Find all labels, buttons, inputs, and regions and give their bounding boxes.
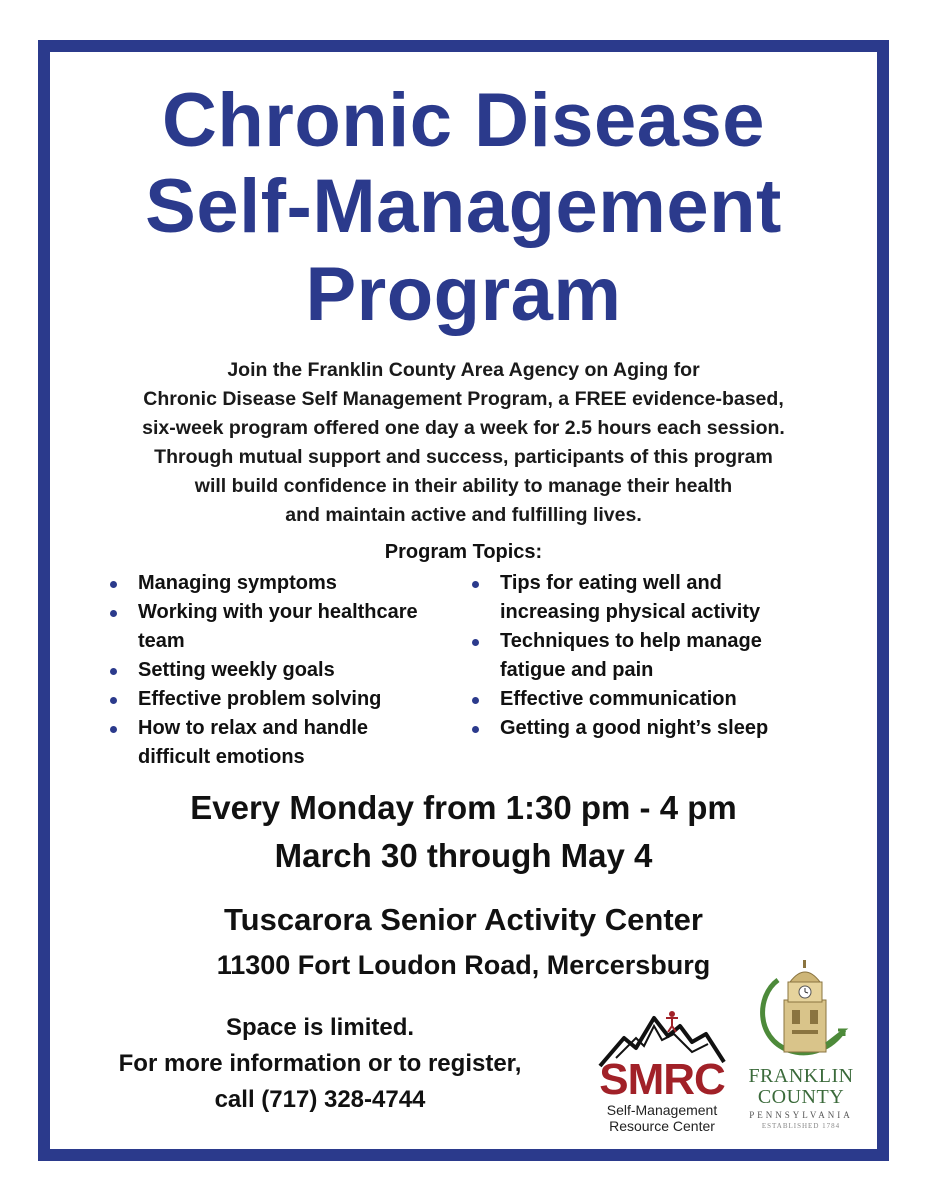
topic-item: Techniques to help manage fatigue and pain bbox=[472, 627, 812, 685]
contact-line-2: For more information or to register, bbox=[118, 1050, 522, 1077]
intro-line: Through mutual support and success, participants of this program bbox=[154, 446, 773, 468]
title-line-3: Program bbox=[305, 252, 622, 337]
bullet-icon bbox=[110, 697, 117, 704]
free-emphasis: FREE bbox=[574, 388, 627, 410]
schedule-dates: March 30 through May 4 bbox=[274, 837, 653, 874]
bullet-icon bbox=[110, 668, 117, 675]
topic-item: Managing symptoms bbox=[110, 569, 455, 598]
bullet-icon bbox=[472, 726, 479, 733]
bullet-icon bbox=[110, 581, 117, 588]
county-name-1: FRANKLIN bbox=[748, 1065, 854, 1087]
topic-item: Working with your healthcare team bbox=[110, 598, 455, 656]
intro-paragraph bbox=[0, 356, 927, 530]
topic-item: Effective communication bbox=[472, 685, 812, 714]
bullet-icon bbox=[472, 697, 479, 704]
county-logo-text bbox=[736, 1066, 866, 1130]
smrc-logo-text bbox=[596, 1055, 728, 1134]
topic-item: How to relax and handle difficult emotions bbox=[110, 714, 418, 772]
smrc-abbr: SMRC bbox=[599, 1055, 725, 1104]
topic-item: Getting a good night’s sleep bbox=[472, 714, 812, 743]
contact-line-1: Space is limited. bbox=[225, 1014, 415, 1041]
topic-item: Tips for eating well and increasing physical activity bbox=[472, 569, 768, 627]
bullet-icon bbox=[110, 726, 117, 733]
bullet-icon bbox=[110, 610, 117, 617]
bullet-icon bbox=[472, 639, 479, 646]
intro-line: Chronic Disease Self Management Program, a FREE evidence-based, bbox=[143, 388, 784, 410]
county-name-2: COUNTY bbox=[757, 1086, 845, 1108]
smrc-line-2: Resource Center bbox=[609, 1118, 715, 1134]
location-name: Tuscarora Senior Activity Center bbox=[224, 902, 703, 937]
schedule-days: Every Monday from 1:30 pm - 4 pm bbox=[190, 789, 737, 826]
bullet-icon bbox=[472, 581, 479, 588]
topic-item: Effective problem solving bbox=[110, 685, 455, 714]
intro-line: will build confidence in their ability to manage their health bbox=[194, 475, 733, 497]
intro-line: and maintain active and fulfilling lives. bbox=[285, 504, 642, 526]
location-address: 11300 Fort Loudon Road, Mercersburg bbox=[216, 950, 711, 980]
intro-line: Join the Franklin County Area Agency on Aging for bbox=[227, 359, 700, 381]
county-established: ESTABLISHED 1784 bbox=[761, 1122, 841, 1130]
topics-list-left bbox=[110, 569, 455, 772]
title-line-2: Self-Management bbox=[145, 164, 782, 249]
smrc-line-1: Self-Management bbox=[606, 1102, 718, 1118]
contact-phone: call (717) 328-4744 bbox=[214, 1086, 426, 1113]
topic-item: Setting weekly goals bbox=[110, 656, 455, 685]
county-state: PENNSYLVANIA bbox=[749, 1110, 853, 1120]
topics-list-right bbox=[472, 569, 812, 743]
topics-heading: Program Topics: bbox=[384, 541, 543, 563]
county-clocktower-logo bbox=[748, 960, 858, 1060]
title-line-1: Chronic Disease bbox=[161, 78, 766, 163]
intro-line: six-week program offered one day a week for 2.5 hours each session. bbox=[142, 417, 785, 439]
